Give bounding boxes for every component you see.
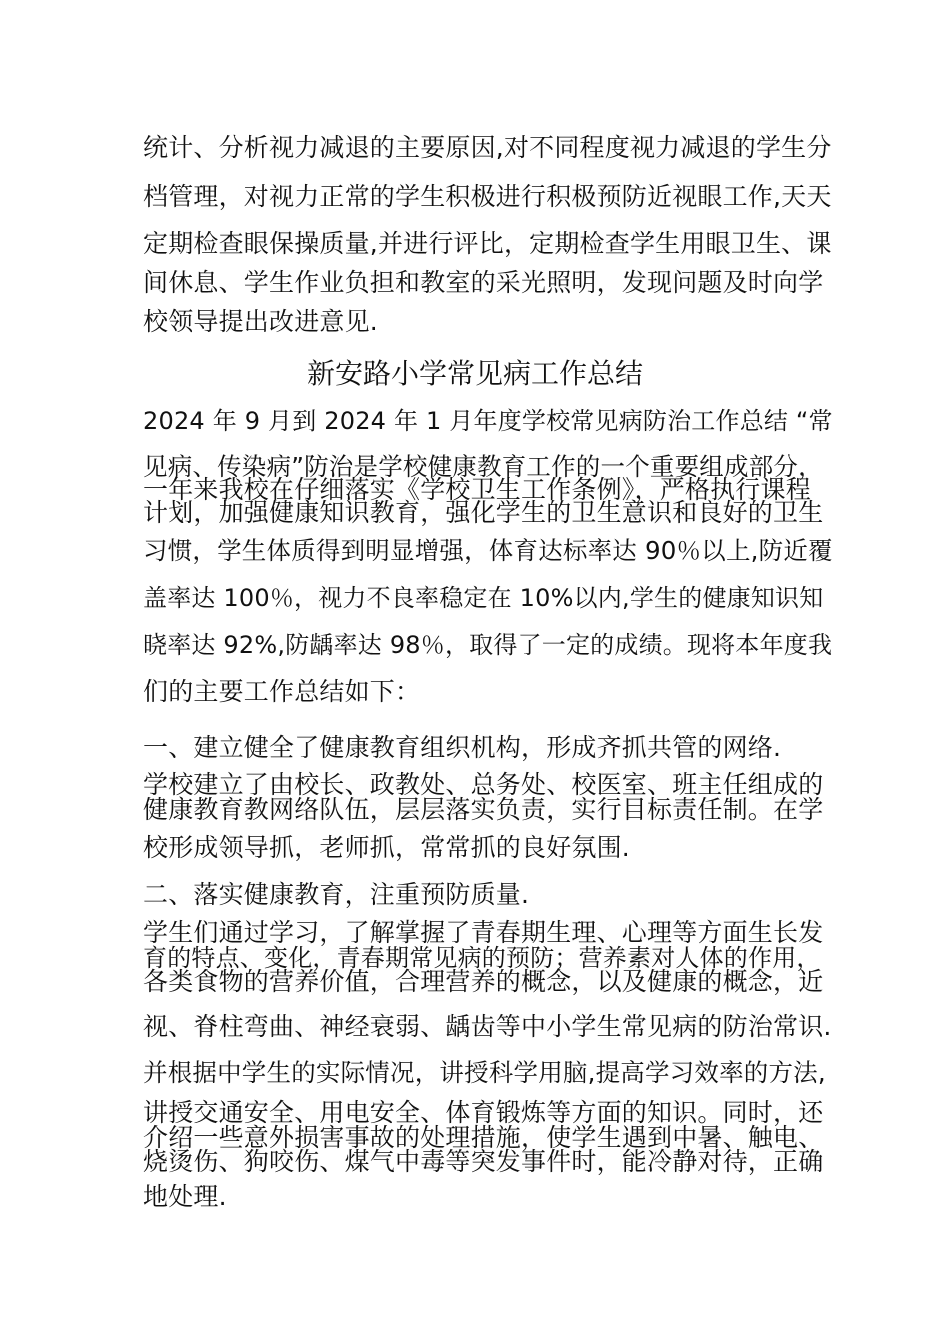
intro-line: 定期检查眼保操质量,并进行评比，定期检查学生用眼卫生、课 — [143, 229, 832, 258]
section-2-line: 烧烫伤、狗咬伤、煤气中毒等突发事件时，能冷静对待，正确 — [143, 1147, 824, 1176]
section-2-line: 地处理. — [143, 1182, 227, 1211]
summary-line: 们的主要工作总结如下： — [143, 677, 421, 706]
section-1-line: 校形成领导抓，老师抓，常常抓的良好氛围. — [143, 833, 630, 862]
intro-line: 统计、分析视力减退的主要原因,对不同程度视力减退的学生分 — [143, 133, 832, 162]
section-2-line: 各类食物的营养价值，合理营养的概念，以及健康的概念，近 — [143, 967, 824, 996]
summary-line: 一年来我校在仔细落实《学校卫生工作条例》，严格执行课程 — [143, 475, 811, 504]
section-2-line: 学生们通过学习，了解掌握了青春期生理、心理等方面生长发 — [143, 918, 824, 947]
section-2-line: 讲授交通安全、用电安全、体育锻炼等方面的知识。同时，还 — [143, 1098, 824, 1127]
document-title: 新安路小学常见病工作总结 — [306, 357, 643, 390]
summary-line: 2024 年 9 月到 2024 年 1 月年度学校常见病防治工作总结 “常 — [143, 407, 833, 435]
intro-line: 校领导提出改进意见. — [143, 307, 378, 336]
summary-line: 盖率达 100％，视力不良率稳定在 10%以内,学生的健康知识知 — [143, 584, 824, 612]
section-2-line: 介绍一些意外损害事故的处理措施，使学生遇到中暑、触电、 — [143, 1123, 824, 1152]
intro-line: 档管理，对视力正常的学生积极进行积极预防近视眼工作,天天 — [143, 182, 832, 211]
summary-line: 晓率达 92%,防龋率达 98％，取得了一定的成绩。现将本年度我 — [143, 631, 833, 659]
section-2-line: 育的特点、变化，青春期常见病的预防；营养素对人体的作用， — [143, 944, 821, 972]
section-2-line: 并根据中学生的实际情况，讲授科学用脑,提高学习效率的方法, — [143, 1058, 826, 1087]
summary-line: 习惯，学生体质得到明显增强，体育达标率达 90％以上,防近覆 — [143, 536, 833, 565]
summary-line: 见病、传染病”防治是学校健康教育工作的一个重要组成部分， — [143, 452, 823, 481]
summary-line: 计划，加强健康知识教育，强化学生的卫生意识和良好的卫生 — [143, 498, 824, 527]
section-2-heading: 二、落实健康教育，注重预防质量. — [143, 880, 530, 909]
intro-line: 间休息、学生作业负担和教室的采光照明，发现问题及时向学 — [143, 268, 824, 297]
section-1-line: 学校建立了由校长、政教处、总务处、校医室、班主任组成的 — [143, 770, 824, 799]
section-1-heading: 一、建立健全了健康教育组织机构，形成齐抓共管的网络. — [143, 733, 782, 762]
section-1-line: 健康教育教网络队伍，层层落实负责，实行目标责任制。在学 — [143, 795, 824, 824]
section-2-line: 视、脊柱弯曲、神经衰弱、龋齿等中小学生常见病的防治常识. — [143, 1012, 832, 1041]
